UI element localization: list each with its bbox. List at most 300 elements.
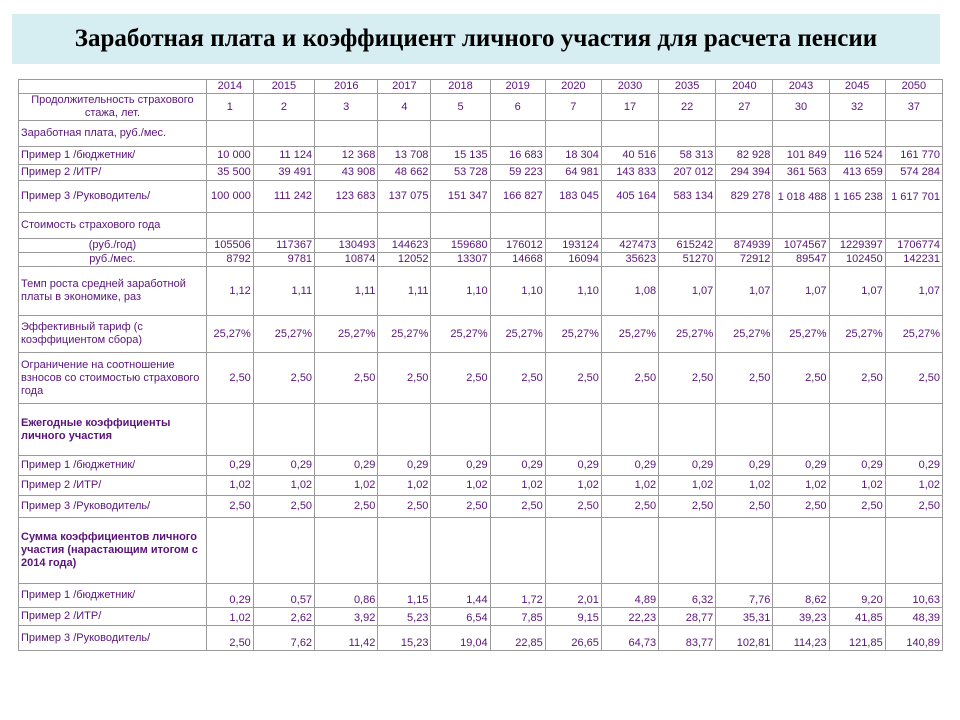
table-cell: 9,20: [829, 584, 885, 608]
table-cell: 25,27%: [545, 316, 601, 353]
table-cell: 1,02: [315, 476, 378, 496]
table-cell: [315, 121, 378, 147]
table-cell: 0,29: [773, 456, 829, 476]
table-row: [19, 496, 943, 518]
table-cell: 1,11: [253, 267, 314, 316]
table-cell: 19,04: [431, 626, 490, 651]
table-cell: 102,81: [716, 626, 773, 651]
table-cell: [431, 518, 490, 584]
table-cell: 2,50: [773, 353, 829, 404]
table-cell: 0,29: [659, 456, 716, 476]
table-cell: 0,29: [378, 456, 431, 476]
year-header-2050: 2050: [885, 80, 942, 94]
table-cell: 25,27%: [885, 316, 942, 353]
row-label: Заработная плата, руб./мес.: [19, 121, 207, 147]
table-cell: 2,50: [253, 496, 314, 518]
table-cell: 829 278: [716, 181, 773, 213]
table-row: [19, 181, 943, 213]
table-cell: 2,50: [716, 353, 773, 404]
table-cell: 1,02: [431, 476, 490, 496]
table-cell: 22,23: [601, 608, 658, 626]
table-cell: [659, 518, 716, 584]
table-cell: 41,85: [829, 608, 885, 626]
table-cell: 0,57: [253, 584, 314, 608]
table-cell: 1 617 701: [885, 181, 942, 213]
table-cell: 25,27%: [206, 316, 253, 353]
table-cell: 1,02: [206, 608, 253, 626]
row-label: Ограничение на соотношение взносов со стоимостью страхового года: [19, 353, 207, 404]
table-cell: 15,23: [378, 626, 431, 651]
table-cell: 101 849: [773, 147, 829, 165]
table-cell: 105506: [206, 239, 253, 253]
table-cell: 143 833: [601, 165, 658, 181]
table-row: [19, 456, 943, 476]
row-label: Продолжительность страхового стажа, лет.: [19, 94, 207, 121]
table-cell: [431, 121, 490, 147]
table-cell: [659, 121, 716, 147]
table-cell: [431, 404, 490, 456]
table-cell: 2,50: [545, 353, 601, 404]
table-cell: 207 012: [659, 165, 716, 181]
table-cell: [490, 518, 545, 584]
row-label: Пример 2 /ИТР/: [19, 476, 207, 496]
table-cell: 405 164: [601, 181, 658, 213]
table-row: [19, 626, 943, 651]
table-cell: 7,62: [253, 626, 314, 651]
table-cell: [885, 518, 942, 584]
table-cell: 0,29: [206, 584, 253, 608]
page-title: Заработная плата и коэффициент личного участия для расчета пенсии: [74, 25, 878, 52]
table-cell: 22,85: [490, 626, 545, 651]
table-cell: [490, 404, 545, 456]
table-cell: 2,50: [829, 353, 885, 404]
table-cell: 25,27%: [315, 316, 378, 353]
table-cell: 427473: [601, 239, 658, 253]
year-header-2045: 2045: [829, 80, 885, 94]
table-cell: 53 728: [431, 165, 490, 181]
table-cell: 615242: [659, 239, 716, 253]
table-cell: [829, 121, 885, 147]
table-cell: 32: [829, 94, 885, 121]
table-cell: [378, 404, 431, 456]
table-row: [19, 253, 943, 267]
row-label: Стоимость страхового года: [19, 213, 207, 239]
table-cell: 1,02: [490, 476, 545, 496]
table-cell: 1,02: [885, 476, 942, 496]
table-cell: 59 223: [490, 165, 545, 181]
table-cell: 1,02: [206, 476, 253, 496]
table-cell: 114,23: [773, 626, 829, 651]
table-cell: 17: [601, 94, 658, 121]
table-cell: 1706774: [885, 239, 942, 253]
table-cell: 2,50: [885, 496, 942, 518]
table-cell: [829, 213, 885, 239]
table-cell: 2,50: [601, 353, 658, 404]
table-cell: [253, 121, 314, 147]
table-cell: 48 662: [378, 165, 431, 181]
table-cell: 0,29: [206, 456, 253, 476]
table-cell: [829, 518, 885, 584]
table-cell: 15 135: [431, 147, 490, 165]
table-cell: 1 018 488: [773, 181, 829, 213]
table-cell: 83,77: [659, 626, 716, 651]
table-cell: 1,07: [659, 267, 716, 316]
table-cell: [716, 121, 773, 147]
table-cell: 583 134: [659, 181, 716, 213]
table-cell: 294 394: [716, 165, 773, 181]
table-cell: 82 928: [716, 147, 773, 165]
table-cell: [773, 213, 829, 239]
table-cell: 11,42: [315, 626, 378, 651]
table-cell: 7,76: [716, 584, 773, 608]
table-cell: 0,29: [431, 456, 490, 476]
table-row: [19, 353, 943, 404]
table-cell: 2,50: [315, 496, 378, 518]
table-cell: 28,77: [659, 608, 716, 626]
year-header-2020: 2020: [545, 80, 601, 94]
table-cell: 12 368: [315, 147, 378, 165]
table-cell: 1,10: [490, 267, 545, 316]
table-cell: 2,50: [431, 353, 490, 404]
table-cell: 0,29: [315, 456, 378, 476]
table-cell: 151 347: [431, 181, 490, 213]
row-label: Эффективный тариф (с коэффициентом сбора): [19, 316, 207, 353]
table-cell: 1,10: [545, 267, 601, 316]
row-label: Пример 1 /бюджетник/: [19, 147, 207, 165]
table-cell: 64 981: [545, 165, 601, 181]
table-cell: 183 045: [545, 181, 601, 213]
table-cell: 25,27%: [716, 316, 773, 353]
table-cell: 13307: [431, 253, 490, 267]
table-cell: [315, 404, 378, 456]
table-cell: [545, 121, 601, 147]
table-cell: 1: [206, 94, 253, 121]
table-cell: 1,44: [431, 584, 490, 608]
table-cell: 64,73: [601, 626, 658, 651]
table-cell: 0,29: [545, 456, 601, 476]
table-row: [19, 608, 943, 626]
table-cell: 1,07: [716, 267, 773, 316]
year-header-2017: 2017: [378, 80, 431, 94]
table-cell: 9781: [253, 253, 314, 267]
table-cell: 22: [659, 94, 716, 121]
table-cell: 2,50: [490, 496, 545, 518]
row-label: Сумма коэффициентов личного участия (нарастающим итогом с 2014 года): [19, 518, 207, 584]
table-cell: 25,27%: [829, 316, 885, 353]
table-cell: 18 304: [545, 147, 601, 165]
table-cell: 140,89: [885, 626, 942, 651]
table-row: [19, 165, 943, 181]
table-cell: 10,63: [885, 584, 942, 608]
table-cell: 7: [545, 94, 601, 121]
table-cell: 3: [315, 94, 378, 121]
table-cell: 2,50: [253, 353, 314, 404]
table-cell: 0,86: [315, 584, 378, 608]
table-cell: 102450: [829, 253, 885, 267]
table-cell: 39 491: [253, 165, 314, 181]
row-label: Пример 1 /бюджетник/: [19, 584, 207, 608]
table-row: [19, 316, 943, 353]
table-cell: 51270: [659, 253, 716, 267]
table-cell: 1,10: [431, 267, 490, 316]
table-cell: 2,50: [545, 496, 601, 518]
table-cell: [253, 404, 314, 456]
table-cell: [885, 213, 942, 239]
table-cell: 2,50: [829, 496, 885, 518]
table-cell: 0,29: [253, 456, 314, 476]
table-cell: [545, 404, 601, 456]
table-cell: 48,39: [885, 608, 942, 626]
table-cell: [773, 121, 829, 147]
table-cell: 10 000: [206, 147, 253, 165]
table-cell: 43 908: [315, 165, 378, 181]
table-cell: 2: [253, 94, 314, 121]
table-cell: 72912: [716, 253, 773, 267]
table-cell: 35 500: [206, 165, 253, 181]
table-cell: 2,50: [431, 496, 490, 518]
table-cell: 2,50: [206, 496, 253, 518]
year-header-2015: 2015: [253, 80, 314, 94]
row-label: руб./мес.: [19, 253, 207, 267]
table-cell: [545, 518, 601, 584]
table-cell: 27: [716, 94, 773, 121]
table-row: [19, 518, 943, 584]
table-cell: 1,02: [716, 476, 773, 496]
table-row: [19, 213, 943, 239]
table-cell: 2,50: [206, 353, 253, 404]
table-cell: 4,89: [601, 584, 658, 608]
table-row: [19, 147, 943, 165]
table-cell: 117367: [253, 239, 314, 253]
table-cell: 0,29: [490, 456, 545, 476]
table-cell: [601, 518, 658, 584]
table-cell: [490, 121, 545, 147]
table-cell: [206, 121, 253, 147]
table-cell: 5: [431, 94, 490, 121]
year-header-2019: 2019: [490, 80, 545, 94]
table-cell: 40 516: [601, 147, 658, 165]
table-cell: 144623: [378, 239, 431, 253]
table-cell: 1,02: [378, 476, 431, 496]
table-cell: 2,50: [659, 353, 716, 404]
table-cell: [378, 213, 431, 239]
table-cell: 8792: [206, 253, 253, 267]
table-cell: 2,50: [601, 496, 658, 518]
table-cell: 25,27%: [253, 316, 314, 353]
table-cell: 1,07: [773, 267, 829, 316]
table-cell: 11 124: [253, 147, 314, 165]
table-cell: 39,23: [773, 608, 829, 626]
table-cell: 25,27%: [490, 316, 545, 353]
year-header-2014: 2014: [206, 80, 253, 94]
row-label: (руб./год): [19, 239, 207, 253]
table-cell: 1,07: [829, 267, 885, 316]
table-cell: 4: [378, 94, 431, 121]
table-cell: [431, 213, 490, 239]
table-cell: 574 284: [885, 165, 942, 181]
table-cell: [659, 404, 716, 456]
row-label: Пример 3 /Руководитель/: [19, 626, 207, 651]
table-cell: 2,50: [490, 353, 545, 404]
table-cell: 0,29: [885, 456, 942, 476]
table-cell: 0,29: [829, 456, 885, 476]
table-cell: 2,50: [378, 496, 431, 518]
table-cell: 1,08: [601, 267, 658, 316]
table-cell: [545, 213, 601, 239]
table-cell: 2,50: [716, 496, 773, 518]
table-cell: [601, 404, 658, 456]
table-cell: 1,12: [206, 267, 253, 316]
table-cell: 16 683: [490, 147, 545, 165]
table-cell: [829, 404, 885, 456]
table-cell: 2,50: [378, 353, 431, 404]
table-cell: 111 242: [253, 181, 314, 213]
table-cell: 2,50: [315, 353, 378, 404]
table-cell: 2,50: [885, 353, 942, 404]
table-cell: 6: [490, 94, 545, 121]
corner-cell: [19, 80, 207, 94]
table-cell: 123 683: [315, 181, 378, 213]
table-cell: 6,54: [431, 608, 490, 626]
table-cell: 193124: [545, 239, 601, 253]
table-cell: 25,27%: [601, 316, 658, 353]
table-cell: 2,01: [545, 584, 601, 608]
table-row: [19, 239, 943, 253]
table-cell: [206, 404, 253, 456]
table-cell: 100 000: [206, 181, 253, 213]
table-cell: 89547: [773, 253, 829, 267]
row-label: Пример 2 /ИТР/: [19, 165, 207, 181]
table-cell: 30: [773, 94, 829, 121]
table-cell: 361 563: [773, 165, 829, 181]
table-cell: 35,31: [716, 608, 773, 626]
table-cell: [716, 404, 773, 456]
table-cell: [885, 121, 942, 147]
table-cell: 2,62: [253, 608, 314, 626]
table-cell: 166 827: [490, 181, 545, 213]
table-cell: 25,27%: [659, 316, 716, 353]
table-cell: [206, 518, 253, 584]
row-label: Пример 3 /Руководитель/: [19, 496, 207, 518]
table-cell: 2,50: [773, 496, 829, 518]
table-cell: [716, 518, 773, 584]
table-cell: 25,27%: [773, 316, 829, 353]
table-cell: 2,50: [659, 496, 716, 518]
table-cell: 0,29: [601, 456, 658, 476]
table-cell: 1,02: [659, 476, 716, 496]
row-label: Пример 2 /ИТР/: [19, 608, 207, 626]
table-cell: 26,65: [545, 626, 601, 651]
table-cell: 1,02: [829, 476, 885, 496]
row-label: Пример 3 /Руководитель/: [19, 181, 207, 213]
table-cell: 1,11: [378, 267, 431, 316]
table-cell: 6,32: [659, 584, 716, 608]
table-cell: 58 313: [659, 147, 716, 165]
table-cell: [885, 404, 942, 456]
table-cell: 1,11: [315, 267, 378, 316]
table-cell: 5,23: [378, 608, 431, 626]
table-cell: 14668: [490, 253, 545, 267]
table-cell: 12052: [378, 253, 431, 267]
table-cell: [601, 213, 658, 239]
table-cell: 413 659: [829, 165, 885, 181]
table-cell: [773, 404, 829, 456]
table-cell: 130493: [315, 239, 378, 253]
table-cell: 1,07: [885, 267, 942, 316]
table-cell: 1,72: [490, 584, 545, 608]
year-header-2043: 2043: [773, 80, 829, 94]
row-label: Пример 1 /бюджетник/: [19, 456, 207, 476]
year-header-2018: 2018: [431, 80, 490, 94]
year-header-2030: 2030: [601, 80, 658, 94]
table-cell: [601, 121, 658, 147]
table-cell: 1,02: [253, 476, 314, 496]
table-cell: [253, 518, 314, 584]
table-row: [19, 94, 943, 121]
table-row: [19, 404, 943, 456]
table-cell: 1,02: [773, 476, 829, 496]
table-cell: 121,85: [829, 626, 885, 651]
table-cell: 0,29: [716, 456, 773, 476]
table-cell: 25,27%: [378, 316, 431, 353]
table-cell: 159680: [431, 239, 490, 253]
table-cell: 1229397: [829, 239, 885, 253]
table-cell: [206, 213, 253, 239]
table-cell: 176012: [490, 239, 545, 253]
table-cell: [659, 213, 716, 239]
table-cell: 1,02: [545, 476, 601, 496]
table-cell: [716, 213, 773, 239]
table-cell: 1,15: [378, 584, 431, 608]
table-cell: [773, 518, 829, 584]
row-label: Ежегодные коэффициенты личного участия: [19, 404, 207, 456]
table-cell: 7,85: [490, 608, 545, 626]
table-cell: 25,27%: [431, 316, 490, 353]
table-cell: 874939: [716, 239, 773, 253]
table-cell: 1 165 238: [829, 181, 885, 213]
header-row: [19, 80, 943, 94]
table-cell: 161 770: [885, 147, 942, 165]
table-cell: 1074567: [773, 239, 829, 253]
table-cell: 16094: [545, 253, 601, 267]
table-cell: 116 524: [829, 147, 885, 165]
year-header-2035: 2035: [659, 80, 716, 94]
table-cell: [253, 213, 314, 239]
table-cell: 137 075: [378, 181, 431, 213]
table-row: [19, 267, 943, 316]
table-cell: 8,62: [773, 584, 829, 608]
title-banner: [12, 14, 940, 64]
table-cell: [378, 121, 431, 147]
table-cell: [490, 213, 545, 239]
table-cell: 142231: [885, 253, 942, 267]
pension-table: [18, 79, 943, 651]
table-row: [19, 584, 943, 608]
year-header-2016: 2016: [315, 80, 378, 94]
table-cell: 13 708: [378, 147, 431, 165]
table-cell: [315, 518, 378, 584]
table-cell: [378, 518, 431, 584]
table-cell: 37: [885, 94, 942, 121]
table-cell: 2,50: [206, 626, 253, 651]
table-row: [19, 121, 943, 147]
table-row: [19, 476, 943, 496]
row-label: Темп роста средней заработной платы в экономике, раз: [19, 267, 207, 316]
table-cell: [315, 213, 378, 239]
table-cell: 3,92: [315, 608, 378, 626]
year-header-2040: 2040: [716, 80, 773, 94]
table-cell: 1,02: [601, 476, 658, 496]
